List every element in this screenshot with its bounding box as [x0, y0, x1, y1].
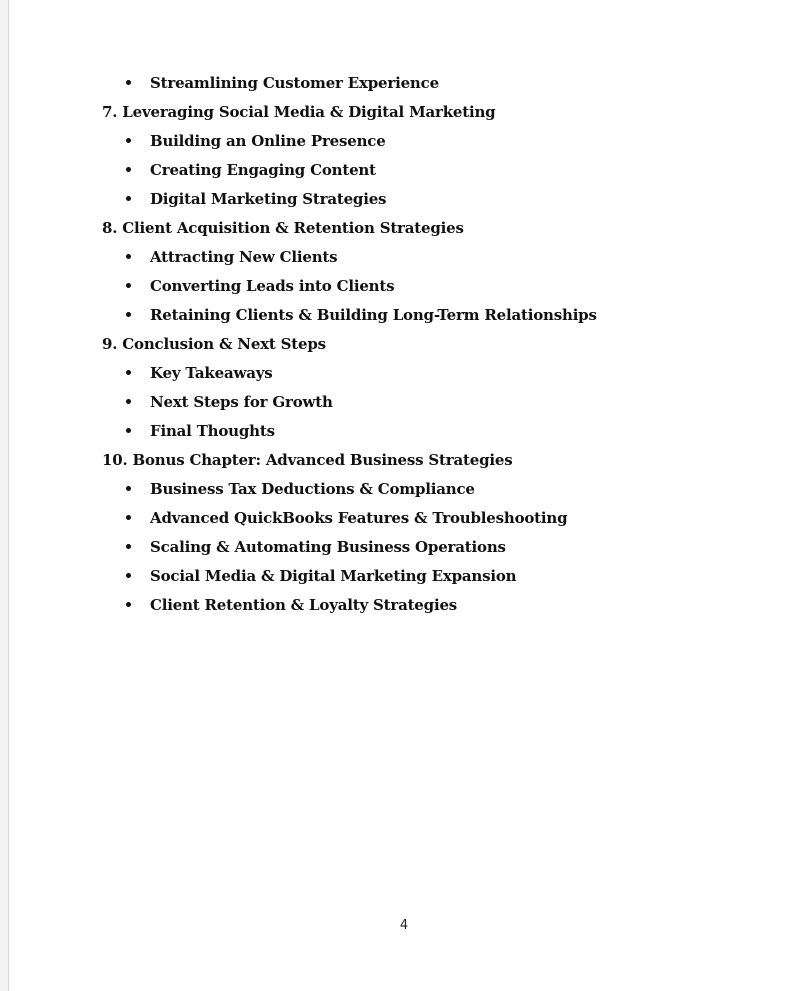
toc-subitem-label: Digital Marketing Strategies [150, 190, 387, 208]
toc-chapter-label: 8. Client Acquisition & Retention Strategies [102, 219, 464, 237]
toc-chapter [0, 447, 794, 476]
page-number: 4 [399, 918, 409, 933]
toc-subitem [0, 505, 794, 534]
toc-subitem [0, 157, 794, 186]
bullet-icon [126, 544, 131, 549]
toc-subitem [0, 70, 794, 99]
toc-subitem-label: Creating Engaging Content [150, 161, 376, 179]
bullet-icon [126, 486, 131, 491]
bullet-icon [126, 138, 131, 143]
toc-chapter [0, 331, 794, 360]
bullet-icon [126, 254, 131, 259]
toc-chapter [0, 99, 794, 128]
toc-subitem [0, 476, 794, 505]
bullet-icon [126, 283, 131, 288]
toc-subitem [0, 244, 794, 273]
bullet-icon [126, 80, 131, 85]
toc-subitem [0, 592, 794, 621]
table-of-contents [0, 70, 794, 621]
toc-subitem-label: Next Steps for Growth [150, 393, 333, 411]
toc-subitem-label: Converting Leads into Clients [150, 277, 395, 295]
toc-subitem [0, 563, 794, 592]
toc-subitem [0, 534, 794, 563]
toc-subitem-label: Client Retention & Loyalty Strategies [150, 596, 458, 614]
toc-subitem-label: Final Thoughts [150, 422, 275, 440]
toc-chapter [0, 215, 794, 244]
bullet-icon [126, 399, 131, 404]
toc-subitem-label: Key Takeaways [150, 364, 273, 382]
toc-subitem-label: Attracting New Clients [150, 248, 338, 266]
toc-subitem [0, 128, 794, 157]
bullet-icon [126, 312, 131, 317]
toc-subitem [0, 360, 794, 389]
toc-subitem [0, 186, 794, 215]
bullet-icon [126, 370, 131, 375]
toc-subitem-label: Advanced QuickBooks Features & Troubleshooting [150, 509, 568, 527]
toc-chapter-label: 7. Leveraging Social Media & Digital Marketing [102, 103, 496, 121]
toc-subitem-label: Social Media & Digital Marketing Expansion [150, 567, 517, 585]
toc-chapter-label: 9. Conclusion & Next Steps [102, 335, 326, 353]
toc-subitem-label: Business Tax Deductions & Compliance [150, 480, 475, 498]
bullet-icon [126, 196, 131, 201]
bullet-icon [126, 515, 131, 520]
toc-subitem-label: Building an Online Presence [150, 132, 386, 150]
toc-subitem [0, 418, 794, 447]
bullet-icon [126, 573, 131, 578]
bullet-icon [126, 167, 131, 172]
bullet-icon [126, 602, 131, 607]
toc-subitem [0, 389, 794, 418]
toc-chapter-label: 10. Bonus Chapter: Advanced Business Strategies [102, 451, 513, 469]
toc-subitem-label: Retaining Clients & Building Long-Term Relationships [150, 306, 597, 324]
bullet-icon [126, 428, 131, 433]
toc-subitem [0, 302, 794, 331]
toc-subitem-label: Streamlining Customer Experience [150, 74, 439, 92]
toc-subitem [0, 273, 794, 302]
toc-subitem-label: Scaling & Automating Business Operations [150, 538, 506, 556]
